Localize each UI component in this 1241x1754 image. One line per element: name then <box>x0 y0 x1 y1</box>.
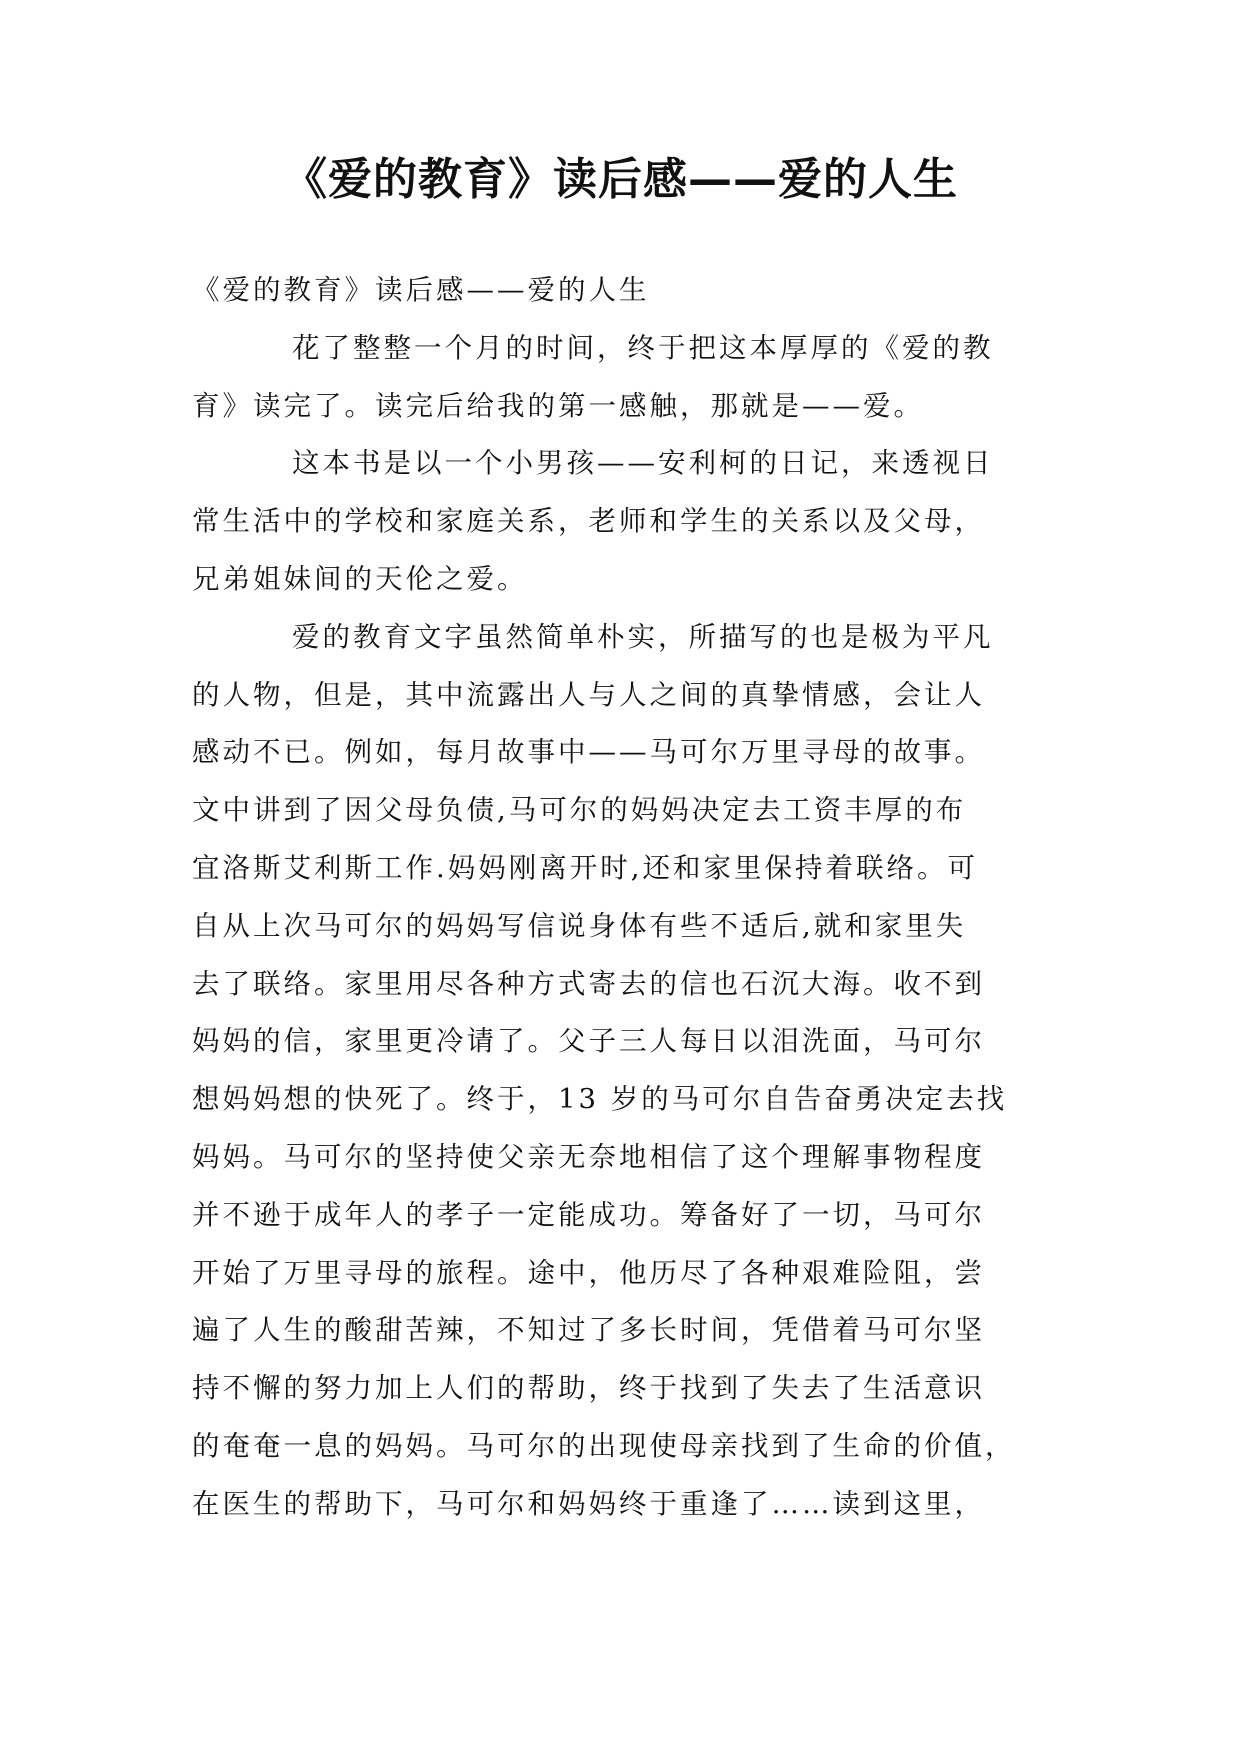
text-line: 持不懈的努力加上人们的帮助，终于找到了失去了生活意识 <box>192 1372 985 1405</box>
text-line: 感动不已。例如，每月故事中——马可尔万里寻母的故事。 <box>192 736 985 769</box>
text-line: 妈妈。马可尔的坚持使父亲无奈地相信了这个理解事物程度 <box>192 1140 985 1173</box>
text-line: 的人物，但是，其中流露出人与人之间的真挚情感，会让人 <box>192 678 985 711</box>
text-line: 想妈妈想的快死了。终于，13 岁的马可尔自告奋勇决定去找 <box>192 1083 1008 1116</box>
document-body <box>192 262 1060 1534</box>
text-line: 宜洛斯艾利斯工作.妈妈刚离开时,还和家里保持着联络。可 <box>192 851 978 884</box>
text-line: 花了整整一个月的时间，终于把这本厚厚的《爱的教 <box>292 331 994 364</box>
document-title: 《爱的教育》读后感——爱的人生 <box>283 154 958 205</box>
text-line: 文中讲到了因父母负债,马可尔的妈妈决定去工资丰厚的布 <box>192 794 967 827</box>
text-line: 的奄奄一息的妈妈。马可尔的出现使母亲找到了生命的价值， <box>192 1429 1016 1462</box>
text-line: 常生活中的学校和家庭关系，老师和学生的关系以及父母， <box>192 505 985 538</box>
text-line: 这本书是以一个小男孩——安利柯的日记，来透视日 <box>292 447 994 480</box>
text-line: 自从上次马可尔的妈妈写信说身体有些不适后,就和家里失 <box>192 909 967 942</box>
text-line: 遍了人生的酸甜苦辣，不知过了多长时间，凭借着马可尔坚 <box>192 1314 985 1347</box>
text-line: 育》读完了。读完后给我的第一感触，那就是——爱。 <box>192 389 924 422</box>
text-line: 《爱的教育》读后感——爱的人生 <box>192 274 650 306</box>
text-line: 爱的教育文字虽然简单朴实，所描写的也是极为平凡 <box>292 620 994 653</box>
text-line: 妈妈的信，家里更冷请了。父子三人每日以泪洗面，马可尔 <box>192 1025 985 1058</box>
text-line: 兄弟姐妹间的天伦之爱。 <box>192 562 528 595</box>
text-line: 去了联络。家里用尽各种方式寄去的信也石沉大海。收不到 <box>192 967 985 1000</box>
text-line: 开始了万里寻母的旅程。途中，他历尽了各种艰难险阻，尝 <box>192 1256 985 1289</box>
text-line: 并不逊于成年人的孝子一定能成功。筹备好了一切，马可尔 <box>192 1198 985 1231</box>
text-line: 在医生的帮助下，马可尔和妈妈终于重逢了……读到这里， <box>192 1487 985 1520</box>
